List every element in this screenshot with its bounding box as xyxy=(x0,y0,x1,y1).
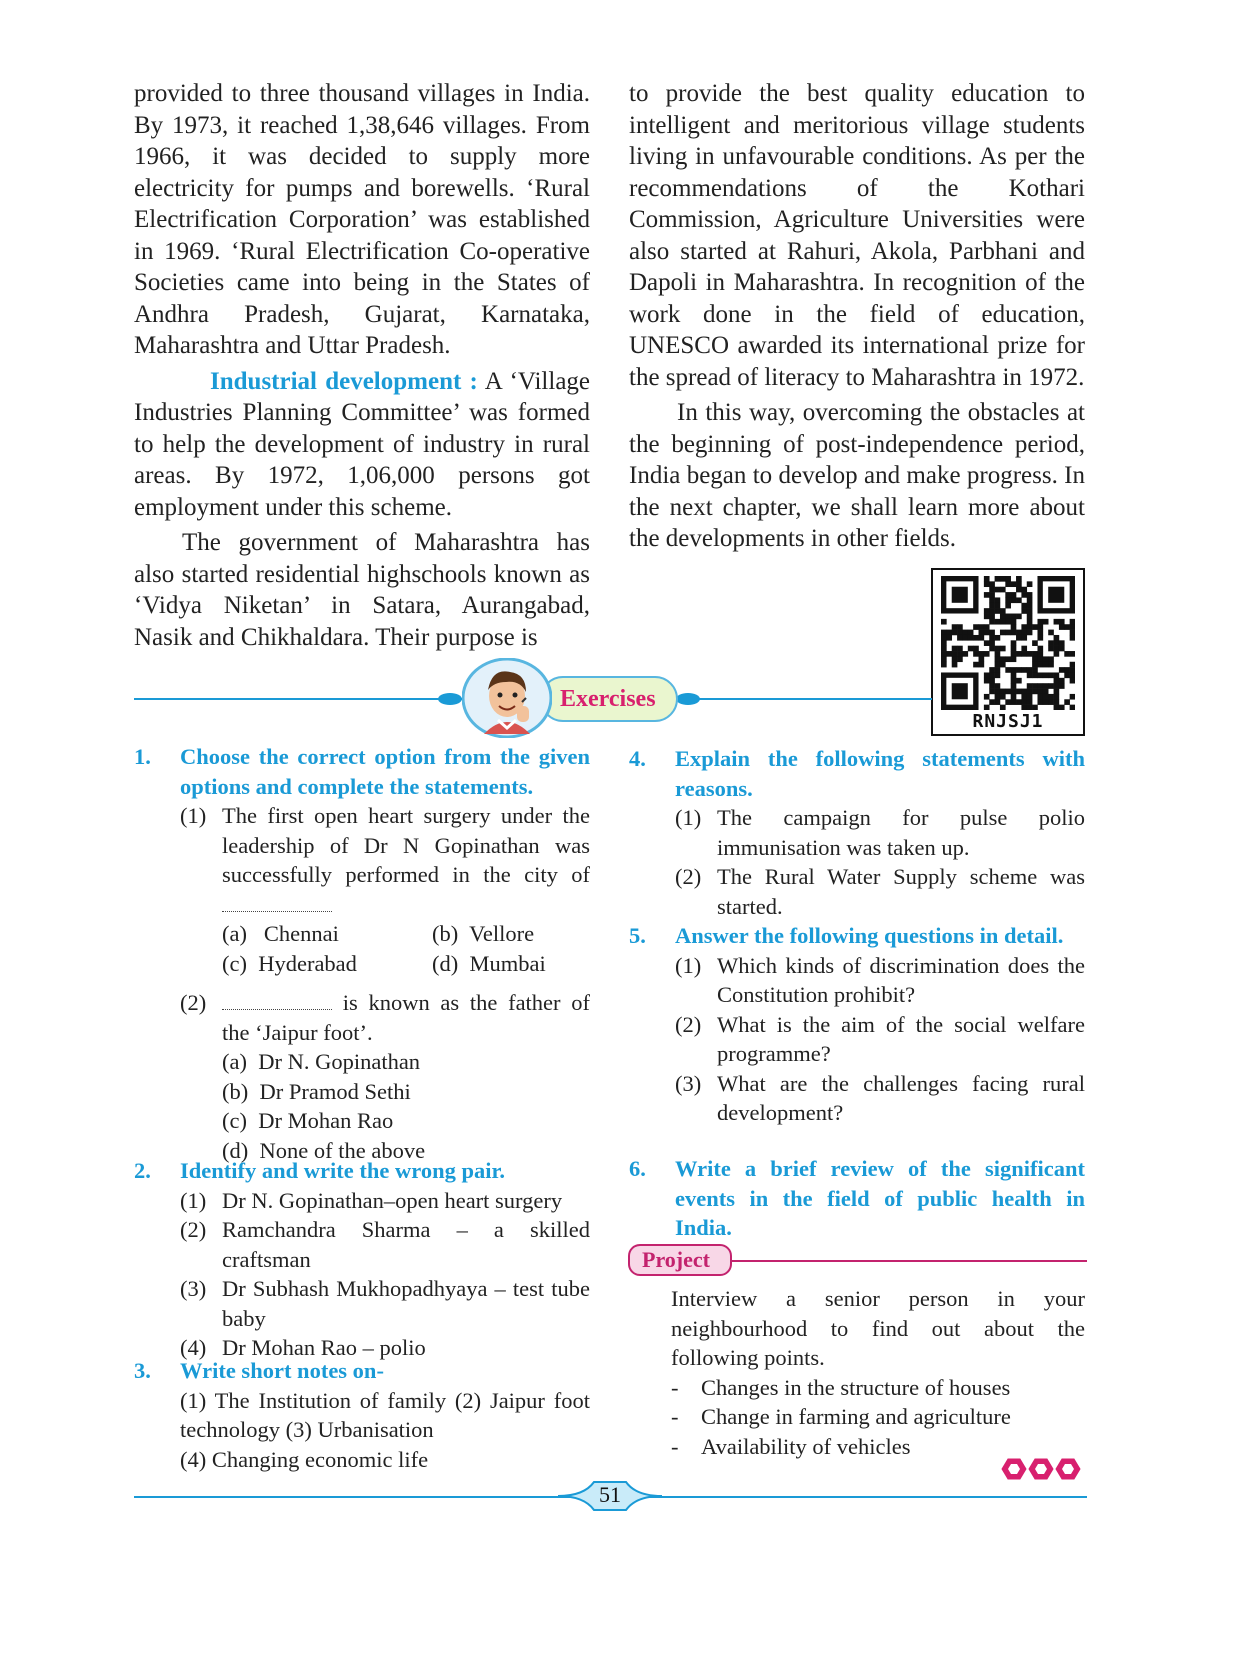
question-5-text: Answer the following questions in detail. xyxy=(675,923,1064,948)
item-number: (4) xyxy=(180,1335,207,1360)
option-a: (a) Chennai xyxy=(222,921,339,946)
qr-code-label: RNJSJ1 xyxy=(972,711,1044,732)
question-3 xyxy=(134,1356,590,1474)
left-column xyxy=(134,78,590,653)
item-number: (2) xyxy=(180,1217,207,1242)
question-6-text: Write a brief review of the significant events in the field of public health in India. xyxy=(675,1156,1085,1240)
question-6-heading xyxy=(629,1154,1085,1243)
item-number: (3) xyxy=(675,1070,702,1096)
question-3-number: 3. xyxy=(134,1358,151,1383)
option-d: (d) Mumbai xyxy=(432,950,546,976)
item-number: (2) xyxy=(675,864,702,889)
exercises-divider-left xyxy=(134,698,464,700)
question-5 xyxy=(629,921,1085,1128)
question-4 xyxy=(629,744,1085,921)
question-6 xyxy=(629,1154,1085,1243)
hexagon-ornament-icon xyxy=(1000,1457,1084,1481)
question-1-heading xyxy=(134,742,590,801)
question-2-text: Identify and write the wrong pair. xyxy=(180,1158,506,1183)
q1-item-1-text: The first open heart surgery under the leadership of Dr N Gopinathan was successfully performed in the city of xyxy=(222,803,590,887)
item-number: (3) xyxy=(180,1276,207,1301)
list-item xyxy=(180,1186,590,1216)
item-text: What is the aim of the social welfare programme? xyxy=(717,1011,1085,1066)
item-text: What are the challenges facing rural development? xyxy=(717,1070,1085,1125)
boy-mascot-icon xyxy=(462,658,552,738)
question-6-number: 6. xyxy=(629,1156,646,1181)
q3-line-2: (4) Changing economic life xyxy=(180,1446,429,1472)
question-2-number: 2. xyxy=(134,1158,151,1183)
left-paragraph-3: The government of Maharashtra has also started residential highschools known as ‘Vidya Niketan’ in Satara, Aurangabad, Nasik and Chikhaldara. Their purpose is xyxy=(134,529,590,651)
answer-blank[interactable] xyxy=(222,893,332,912)
question-4-number: 4. xyxy=(629,746,646,771)
exercises-title: Exercises xyxy=(560,686,656,712)
item-text: The campaign for pulse polio immunisation was taken up. xyxy=(717,805,1085,860)
divider-knob-left xyxy=(438,693,462,705)
item-text: Ramchandra Sharma – a skilled craftsman xyxy=(222,1217,590,1272)
question-2 xyxy=(134,1156,590,1363)
list-item xyxy=(675,1010,1085,1069)
item-text: Dr Subhash Mukhopadhyaya – test tube baby xyxy=(222,1276,590,1331)
exercises-divider-right xyxy=(680,698,932,700)
item-number: (1) xyxy=(675,952,702,978)
list-item xyxy=(675,1069,1085,1128)
q3-line-1: (1) The Institution of family (2) Jaipur foot technology (3) Urbanisation xyxy=(180,1387,590,1442)
q1-item-2 xyxy=(180,988,590,1047)
item-number: (1) xyxy=(180,1187,207,1213)
page-number: 51 xyxy=(599,1482,621,1507)
item-text: Which kinds of discrimination does the Constitution prohibit? xyxy=(717,952,1085,1007)
item-text: Dr Mohan Rao – polio xyxy=(222,1335,426,1360)
project-title: Project xyxy=(642,1247,710,1272)
bullet-dash: - xyxy=(671,1404,679,1429)
divider-knob-right xyxy=(676,693,700,705)
item-text: The Rural Water Supply scheme was started. xyxy=(717,864,1085,919)
q1-item-1-options xyxy=(222,919,590,978)
item-number: (2) xyxy=(675,1011,702,1037)
list-item xyxy=(671,1373,1085,1403)
question-1 xyxy=(134,742,590,1165)
q1-item-1 xyxy=(180,801,590,919)
question-1-text: Choose the correct option from the given options and complete the statements. xyxy=(180,744,590,799)
qr-code[interactable] xyxy=(931,568,1085,736)
question-5-number: 5. xyxy=(629,923,646,948)
question-2-heading xyxy=(134,1156,590,1186)
bullet-dash: - xyxy=(671,1433,679,1459)
question-3-text: Write short notes on- xyxy=(180,1358,384,1383)
list-item xyxy=(180,1274,590,1333)
industrial-heading: Industrial development : xyxy=(210,367,478,395)
option-d: (d) None of the above xyxy=(222,1137,426,1163)
option-a: (a) Dr N. Gopinathan xyxy=(222,1049,421,1074)
list-item xyxy=(675,862,1085,921)
right-paragraph-1: to provide the best quality education to intelligent and meritorious village students living in unfavourable conditions. As per the recommendations of the Kothari Commission, Agriculture Universities were also started at Rahuri, Akola, Parbhani and Dapoli in Maharashtra. In recognition of the work done in the field of education, UNESCO awarded its international prize for the spread of literacy to Maharashtra in 1972. xyxy=(629,80,1085,391)
question-4-text: Explain the following statements with reasons. xyxy=(675,746,1085,801)
option-b: (b) Dr Pramod Sethi xyxy=(222,1078,411,1104)
option-c: (c) Dr Mohan Rao xyxy=(222,1108,394,1133)
page-number-badge xyxy=(558,1479,662,1513)
question-3-heading xyxy=(134,1356,590,1386)
right-column xyxy=(629,78,1085,555)
bullet-text: Availability of vehicles xyxy=(701,1433,911,1459)
left-paragraph-1: provided to three thousand villages in India. By 1973, it reached 1,38,646 villages. From 1966, it was decided to supply more electricity for pumps and borewells. ‘Rural Electrification Corporation’ was established in 1969. ‘Rural Electrification Co-operative Societies came into being in the States of Andhra Pradesh, Gujarat, Karnataka, Maharashtra and Uttar Pradesh. xyxy=(134,80,590,359)
q1-item-1-number: (1) xyxy=(180,803,207,828)
bullet-text: Change in farming and agriculture xyxy=(701,1404,1011,1429)
industrial-text: A ‘Village Industries Planning Committee’ was formed to help the development of industry in rural areas. By 1972, 1,06,000 persons got employment under this scheme. xyxy=(134,367,591,521)
q1-item-2-number: (2) xyxy=(180,990,207,1015)
project-body xyxy=(671,1284,1085,1461)
qr-code-image xyxy=(941,576,1075,710)
project-title-box xyxy=(628,1244,732,1276)
right-paragraph-2: In this way, overcoming the obstacles at the beginning of post-independence period, India began to develop and make progress. In the next chapter, we shall learn more about the developments in other fields. xyxy=(629,399,1085,552)
item-text: Dr N. Gopinathan–open heart surgery xyxy=(222,1187,563,1213)
bullet-text: Changes in the structure of houses xyxy=(701,1374,1011,1400)
question-4-heading xyxy=(629,744,1085,803)
item-number: (1) xyxy=(675,805,702,830)
project-intro: Interview a senior person in your neighbourhood to find out about the following points. xyxy=(671,1286,1085,1370)
list-item xyxy=(671,1402,1085,1432)
project-underline xyxy=(730,1260,1087,1262)
answer-blank[interactable] xyxy=(222,991,332,1010)
list-item xyxy=(675,951,1085,1010)
bullet-dash: - xyxy=(671,1374,679,1400)
question-1-number: 1. xyxy=(134,744,151,769)
question-5-heading xyxy=(629,921,1085,951)
option-b: (b) Vellore xyxy=(432,921,535,946)
option-c: (c) Hyderabad xyxy=(222,950,357,976)
list-item xyxy=(180,1215,590,1274)
exercises-title-box xyxy=(540,676,678,722)
q1-item-2-text: is known as the father of the ‘Jaipur foot’. xyxy=(222,990,590,1045)
list-item xyxy=(675,803,1085,862)
industrial-paragraph xyxy=(134,366,590,524)
